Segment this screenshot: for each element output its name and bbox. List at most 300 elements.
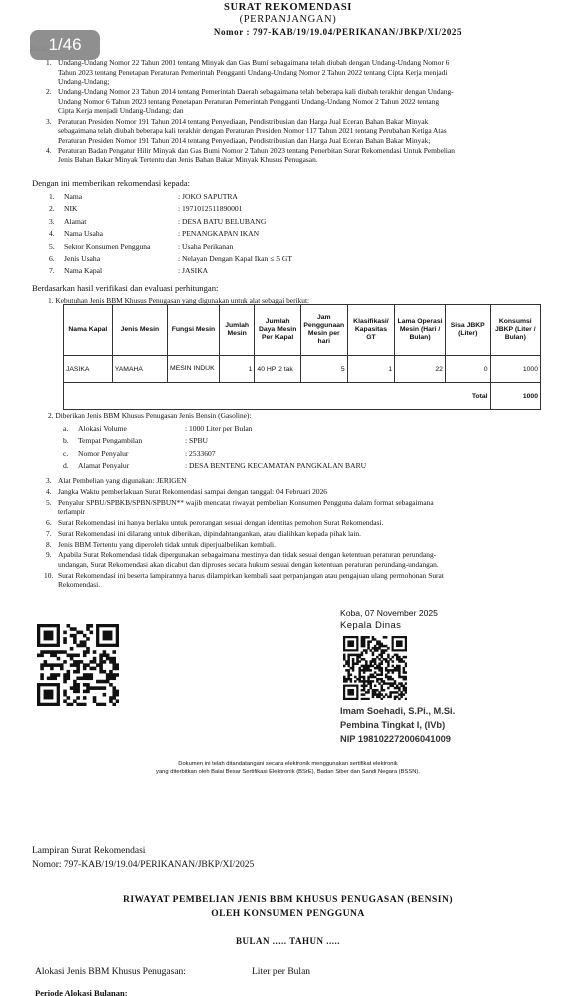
qr-module <box>93 650 97 654</box>
qr-module <box>93 667 97 671</box>
qr-module <box>385 674 388 677</box>
qr-module <box>372 660 375 663</box>
qr-module <box>396 696 399 699</box>
qr-module <box>76 676 80 680</box>
qr-module <box>50 673 54 677</box>
qr-module <box>387 682 390 685</box>
qr-module <box>363 669 366 672</box>
qr-module <box>374 691 377 694</box>
qr-module <box>80 676 84 680</box>
table-cell: 1 <box>219 356 255 383</box>
qr-module <box>372 691 375 694</box>
qr-module <box>403 671 406 674</box>
qr-module <box>394 698 397 700</box>
qr-module <box>103 650 107 654</box>
qr-module <box>378 640 381 643</box>
qr-module <box>347 658 350 661</box>
qr-module <box>400 696 403 699</box>
qr-module <box>376 667 379 670</box>
qr-module <box>396 658 399 661</box>
qr-module <box>363 678 366 681</box>
table-cell: 40 HP 2 tak <box>255 356 300 383</box>
provision-line: terlampir <box>58 507 86 517</box>
qr-module <box>109 699 113 703</box>
qr-module <box>367 640 370 643</box>
provision-line: undangan, Surat Rekomendasi akan dicabut dan diproses secara hukum sesuai dengan ketentuan peraturan perundang-undangan. <box>58 559 439 569</box>
table-header-cell: Lama Operasi Mesin (Hari / Bulan) <box>395 305 446 356</box>
regulation-number: 3. <box>46 116 52 126</box>
qr-module <box>93 660 97 664</box>
qr-module <box>365 636 368 639</box>
qr-module <box>80 703 84 706</box>
section2-value: : 1000 Liter per Bulan <box>185 424 253 433</box>
qr-module <box>352 667 355 670</box>
qr-module <box>343 680 346 683</box>
provision-number: 7. <box>46 528 52 538</box>
qr-module <box>369 680 372 683</box>
qr-module <box>70 663 74 667</box>
qr-module <box>376 696 379 699</box>
qr-module <box>80 640 84 644</box>
qr-module <box>389 682 392 685</box>
qr-module <box>99 663 103 667</box>
qr-module <box>67 624 71 628</box>
qr-module <box>352 660 355 663</box>
qr-module <box>381 662 384 665</box>
qr-module <box>83 690 87 694</box>
qr-module <box>383 636 386 639</box>
qr-module <box>387 678 390 681</box>
table-cell: 1000 <box>490 356 540 383</box>
section2-value: : DESA BENTENG KECAMATAN PANGKALAN BARU <box>185 460 367 470</box>
qr-module <box>76 663 80 667</box>
qr-module <box>396 669 399 672</box>
qr-module <box>109 670 113 674</box>
section2-letter: b. <box>63 436 69 446</box>
table-header-cell: Klasifikasi/ Kapasitas GT <box>347 305 395 356</box>
qr-module <box>103 680 107 684</box>
qr-module <box>112 657 116 661</box>
qr-module <box>367 676 370 679</box>
evaluation-text: Berdasarkan hasil verifikasi dan evaluasi perhitungan: <box>32 283 219 293</box>
section2-label: Alokasi Volume <box>78 424 127 433</box>
qr-module <box>354 680 357 683</box>
qr-finder <box>44 631 54 641</box>
qr-module <box>383 645 386 648</box>
qr-module <box>106 673 110 677</box>
provision-line: Surat Rekomendasi ini dilarang untuk diberikan, dipindahtangankan, atau dialihkan kepada pihak lain. <box>58 528 361 538</box>
qr-module <box>83 650 87 654</box>
qr-module <box>86 673 90 677</box>
qr-module <box>389 693 392 696</box>
qr-module <box>89 676 93 680</box>
provision-line: Surat Rekomendasi ini hanya berlaku untuk perorangan sesuai dengan identitas pemohon Surat Rekomendasi. <box>58 517 384 527</box>
qr-module <box>57 673 61 677</box>
qr-module <box>405 662 407 665</box>
e-signature-note-line2: yang diterbitkan oleh Balai Besar Sertifikasi Elektronik (BSrE), Badan Siber dan Sandi Negara (BSSN). <box>156 769 420 775</box>
qr-module <box>403 669 406 672</box>
qr-module <box>343 676 346 679</box>
qr-module <box>63 699 67 703</box>
qr-module <box>365 667 368 670</box>
qr-module <box>363 671 366 674</box>
qr-module <box>86 683 90 687</box>
table-cell: 0 <box>445 356 490 383</box>
qr-module <box>367 680 370 683</box>
qr-module <box>367 643 370 646</box>
qr-module <box>392 669 395 672</box>
qr-module <box>385 676 388 679</box>
recipient-value: : Nelayan Dengan Kapal Ikan ≤ 5 GT <box>178 254 293 263</box>
qr-module <box>381 643 384 646</box>
qr-module <box>387 654 390 657</box>
qr-module <box>76 696 80 700</box>
qr-module <box>358 667 361 670</box>
qr-module <box>361 636 364 639</box>
qr-module <box>112 696 116 700</box>
qr-module <box>385 669 388 672</box>
qr-module <box>40 650 44 654</box>
qr-module <box>106 657 110 661</box>
qr-module <box>76 670 80 674</box>
section2-letter: a. <box>63 424 69 433</box>
qr-module <box>345 660 348 663</box>
qr-module <box>372 638 375 641</box>
qr-module <box>387 662 390 665</box>
qr-module <box>376 674 379 677</box>
qr-module <box>372 696 375 699</box>
qr-module <box>398 665 401 668</box>
qr-module <box>405 687 407 690</box>
qr-module <box>112 663 116 667</box>
qr-module <box>369 687 372 690</box>
qr-module <box>60 663 64 667</box>
qr-module <box>76 660 80 664</box>
qr-module <box>392 685 395 688</box>
provision-item <box>46 486 548 497</box>
total-label: Total <box>445 383 490 410</box>
qr-module <box>365 680 368 683</box>
provision-item <box>46 539 548 550</box>
table-header-cell: Jumlah Daya Mesin Per Kapal <box>255 305 300 356</box>
qr-module <box>385 636 388 639</box>
e-signature-note-line1: Dokumen ini telah ditandatangani secara elektronik menggunakan sertifikat elektronik <box>178 761 398 767</box>
qr-module <box>53 650 57 654</box>
qr-module <box>63 660 67 664</box>
qr-module <box>40 667 44 671</box>
qr-module <box>63 631 67 635</box>
qr-module <box>361 645 364 648</box>
qr-module <box>93 686 97 690</box>
page-indicator[interactable]: 1/46 <box>30 30 100 60</box>
qr-module <box>369 669 372 672</box>
qr-module <box>40 663 44 667</box>
qr-module <box>350 674 353 677</box>
signer-nip: NIP 198102272006041009 <box>340 734 451 744</box>
qr-module <box>405 665 407 668</box>
qr-module <box>47 650 51 654</box>
qr-module <box>83 683 87 687</box>
section2-label: Nomor Penyalur <box>78 448 129 458</box>
table-header-cell: Jenis Mesin <box>112 305 167 356</box>
qr-module <box>73 640 77 644</box>
qr-module <box>50 667 54 671</box>
qr-module <box>378 691 381 694</box>
qr-finder <box>347 689 354 696</box>
regulation-list <box>46 58 548 166</box>
qr-module <box>383 689 386 692</box>
qr-module <box>396 656 399 659</box>
qr-module <box>369 662 372 665</box>
qr-module <box>378 647 381 650</box>
table-cell: JASIKA <box>64 356 113 383</box>
qr-module <box>106 680 110 684</box>
qr-module <box>367 636 370 639</box>
qr-module <box>363 645 366 648</box>
qr-module <box>372 674 375 677</box>
qr-module <box>365 669 368 672</box>
table-cell: 22 <box>395 356 446 383</box>
qr-module <box>99 654 103 658</box>
provision-line: Rekomendasi. <box>58 580 101 590</box>
qr-module <box>350 654 353 657</box>
qr-module <box>385 667 388 670</box>
allocation-label: Alokasi Jenis BBM Khusus Penugasan: <box>35 967 186 977</box>
qr-module <box>398 693 401 696</box>
qr-module <box>403 685 406 688</box>
qr-module <box>400 660 403 663</box>
qr-module <box>361 680 364 683</box>
qr-module <box>383 696 386 699</box>
qr-module <box>396 665 399 668</box>
qr-module <box>374 658 377 661</box>
recipient-value: : DESA BATU BELUBANG <box>178 216 267 226</box>
qr-module <box>347 676 350 679</box>
qr-module <box>76 683 80 687</box>
allocation-value: Liter per Bulan <box>252 967 311 977</box>
qr-module <box>109 683 113 687</box>
qr-module <box>378 658 381 661</box>
qr-module <box>405 682 407 685</box>
qr-module <box>374 667 377 670</box>
qr-module <box>73 660 77 664</box>
recipient-value: : Usaha Perikanan <box>178 241 234 251</box>
regulation-line: Undang-Undang Nomor 23 Tahun 2014 tentang Pemerintah Daerah sebagaimana telah beberapa kali diubah terakhir dengan Undang- <box>58 87 454 97</box>
qr-module <box>352 658 355 661</box>
qr-module <box>376 680 379 683</box>
qr-module <box>53 663 57 667</box>
qr-module <box>116 693 119 697</box>
qr-module <box>392 691 395 694</box>
qr-module <box>356 678 359 681</box>
qr-module <box>367 689 370 692</box>
qr-module <box>398 674 401 677</box>
qr-module <box>372 636 375 639</box>
qr-module <box>405 698 407 700</box>
qr-module <box>363 643 366 646</box>
qr-module <box>405 689 407 692</box>
qr-module <box>398 656 401 659</box>
qr-module <box>376 647 379 650</box>
qr-module <box>86 650 90 654</box>
qr-module <box>378 662 381 665</box>
place-date: Koba, 07 November 2025 <box>340 608 438 618</box>
qr-module <box>63 693 67 697</box>
qr-module <box>73 680 77 684</box>
qr-module <box>374 662 377 665</box>
qr-module <box>394 680 397 683</box>
table-cell: 1 <box>347 356 395 383</box>
qr-module <box>381 645 384 648</box>
qr-module <box>367 698 370 700</box>
qr-module <box>73 627 77 631</box>
qr-module <box>387 665 390 668</box>
qr-module <box>347 654 350 657</box>
qr-module <box>356 658 359 661</box>
qr-module <box>367 645 370 648</box>
qr-module <box>112 676 116 680</box>
qr-module <box>365 665 368 668</box>
provision-number: 6. <box>46 517 52 527</box>
qr-module <box>363 649 366 652</box>
qr-module <box>363 665 366 668</box>
qr-module <box>70 627 74 631</box>
section2-letter: d. <box>63 460 69 470</box>
provision-line: Alat Pembelian yang digunakan: JERIGEN <box>58 476 187 485</box>
qr-module <box>378 682 381 685</box>
qr-module <box>109 657 113 661</box>
qr-module <box>73 663 77 667</box>
qr-module <box>86 647 90 651</box>
recipient-value: : PENANGKAPAN IKAN <box>178 229 260 239</box>
qr-module <box>363 638 366 641</box>
qr-module <box>363 676 366 679</box>
regulation-line: Undang Nomor 6 Tahun 2023 tentang Penetapan Peraturan Pemerintah Pengganti Undang-Undang Nomor 2 Tahun 2022 tentang <box>58 96 440 106</box>
qr-module <box>86 686 90 690</box>
qr-module <box>400 676 403 679</box>
qr-module <box>356 654 359 657</box>
recipient-label: Sektor Konsumen Pengguna <box>64 241 151 251</box>
qr-module <box>93 696 97 700</box>
qr-module <box>389 696 392 699</box>
qr-module <box>80 631 84 635</box>
provision-number: 4. <box>46 486 52 496</box>
qr-module <box>99 660 103 664</box>
qr-module <box>352 662 355 665</box>
qr-module <box>63 640 67 644</box>
regulation-line: Peraturan Badan Pengatur Hilir Minyak dan Gas Bumi Nomor 2 Tahun 2023 tentang Penerbitan Surat Rekomendasi Untuk Pembelian <box>58 145 455 155</box>
qr-module <box>381 687 384 690</box>
qr-module <box>70 654 74 658</box>
qr-module <box>99 703 103 706</box>
qr-module <box>367 691 370 694</box>
qr-module <box>345 680 348 683</box>
qr-module <box>398 660 401 663</box>
qr-module <box>358 671 361 674</box>
qr-module <box>381 671 384 674</box>
provision-number: 9. <box>46 550 52 560</box>
qr-module <box>376 665 379 668</box>
qr-module <box>99 667 103 671</box>
qr-module <box>53 673 57 677</box>
qr-module <box>343 678 346 681</box>
qr-module <box>76 631 80 635</box>
regulation-line: Peraturan Presiden Nomor 191 Tahun 2014 tentang Penyediaan, Pendistribusian dan Harga Jual Eceran Bahan Bakar Minyak; <box>58 135 431 145</box>
qr-module <box>50 676 54 680</box>
qr-module <box>109 696 113 700</box>
qr-module <box>363 685 366 688</box>
intro-text: Dengan ini memberikan rekomendasi kepada: <box>32 178 190 188</box>
qr-module <box>392 682 395 685</box>
qr-module <box>50 654 54 658</box>
regulation-line: Cipta Kerja menjadi Undang-Undang; dan <box>58 106 184 116</box>
qr-module <box>374 649 377 652</box>
qr-module <box>352 654 355 657</box>
qr-module <box>358 660 361 663</box>
qr-module <box>376 649 379 652</box>
qr-module <box>392 660 395 663</box>
qr-module <box>76 690 80 694</box>
qr-module <box>361 658 364 661</box>
qr-module <box>385 660 388 663</box>
qr-module <box>394 667 397 670</box>
qr-module <box>394 682 397 685</box>
qr-module <box>383 682 386 685</box>
regulation-item <box>46 58 548 87</box>
recipient-value: : JASIKA <box>178 266 209 276</box>
qr-module <box>369 649 372 652</box>
qr-module <box>47 676 51 680</box>
qr-module <box>398 689 401 692</box>
e-signature-note <box>0 760 576 776</box>
qr-module <box>361 689 364 692</box>
provision-line: Surat Rekomendasi ini beserta lampirannya harus dilampirkan kembali saat perpanjangan atau pengajuan ulang permohonan Surat <box>58 570 444 580</box>
qr-module <box>361 654 364 657</box>
section2-value: : SPBU <box>185 436 209 446</box>
qr-module <box>389 691 392 694</box>
qr-module <box>381 674 384 677</box>
qr-module <box>356 656 359 659</box>
qr-module <box>99 680 103 684</box>
qr-module <box>394 654 397 657</box>
qr-module <box>365 660 368 663</box>
qr-module <box>86 663 90 667</box>
qr-module <box>361 669 364 672</box>
qr-module <box>405 656 407 659</box>
qr-module <box>356 662 359 665</box>
qr-module <box>352 665 355 668</box>
qr-module <box>381 649 384 652</box>
attachment-title: Lampiran Surat Rekomendasi <box>32 846 146 856</box>
qr-module <box>116 673 119 677</box>
provision-line: Jangka Waktu pemberlakuan Surat Rekomendasi sampai dengan tanggal: 04 Februari 2026 <box>58 486 327 496</box>
qr-module <box>106 676 110 680</box>
qr-module <box>392 665 395 668</box>
qr-module <box>354 654 357 657</box>
qr-module <box>347 660 350 663</box>
recipient-number: 3. <box>49 216 55 226</box>
qr-module <box>405 676 407 679</box>
qr-module <box>381 678 384 681</box>
qr-module <box>405 691 407 694</box>
regulation-item <box>46 145 548 165</box>
qr-module <box>374 676 377 679</box>
provision-item <box>46 517 548 528</box>
qr-module <box>378 696 381 699</box>
qr-module <box>369 682 372 685</box>
qr-module <box>381 685 384 688</box>
qr-module <box>392 656 395 659</box>
